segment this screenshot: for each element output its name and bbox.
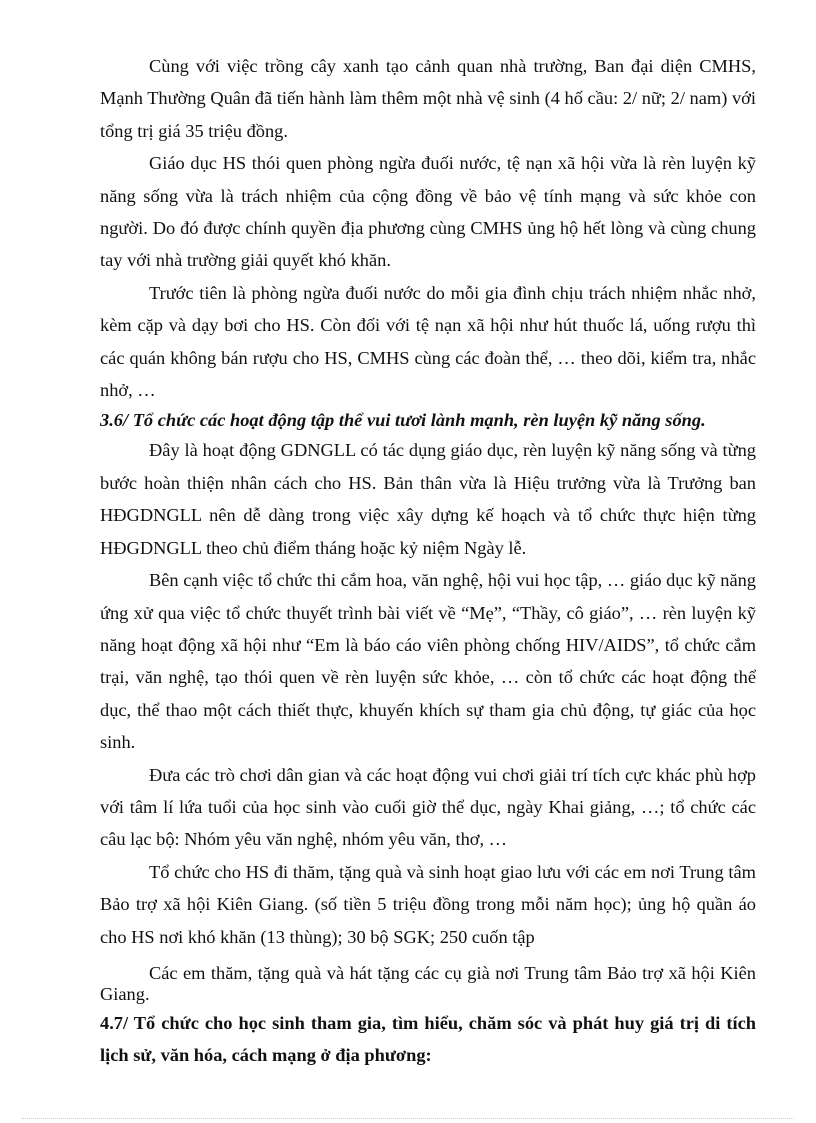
- paragraph-drowning-prevention: Giáo dục HS thói quen phòng ngừa đuối nước, tệ nạn xã hội vừa là rèn luyện kỹ năng sống vừa là trách nhiệm của cộng đồng về bảo vệ tính mạng và sức khỏe con người. Do đó được chính quyền địa phương cùng CMHS ủng hộ hết lòng và cùng chung tay với nhà trường giải quyết khó khăn.: [100, 153, 756, 271]
- section-4-7-heading: 4.7/ Tổ chức cho học sinh tham gia, tìm hiểu, chăm sóc và phát huy giá trị di tích lịch sử, văn hóa, cách mạng ở địa phương:: [100, 1012, 756, 1065]
- paragraph-skills-activities: Bên cạnh việc tổ chức thi cắm hoa, văn nghệ, hội vui học tập, … giáo dục kỹ năng ứng xử qua việc tổ chức thuyết trình bài viết về “Mẹ”, “Thầy, cô giáo”, … rèn luyện kỹ năng hoạt động xã hội như “Em là báo cáo viên phòng chống HIV/AIDS”, tổ chức cắm trại, văn nghệ, tạo thói quen về rèn luyện sức khỏe, … còn tổ chức các hoạt động thể dục, thể thao một cách thiết thực, khuyến khích sự tham gia chủ động, tự giác của học sinh.: [100, 570, 756, 753]
- document-page: [100, 50, 756, 1071]
- paragraph-toilet-construction: Cùng với việc trồng cây xanh tạo cảnh quan nhà trường, Ban đại diện CMHS, Mạnh Thường Quân đã tiến hành làm thêm một nhà vệ sinh (4 hố cầu: 2/ nữ; 2/ nam) với tổng trị giá 35 triệu đồng.: [100, 56, 756, 141]
- paragraph-social-center-visit: Tổ chức cho HS đi thăm, tặng quà và sinh hoạt giao lưu với các em nơi Trung tâm Bảo trợ xã hội Kiên Giang. (số tiền 5 triệu đồng trong mỗi năm học); ủng hộ quần áo cho HS nơi khó khăn (13 thùng); 30 bộ SGK; 250 cuốn tập: [100, 861, 756, 947]
- page-bottom-divider: [22, 1118, 794, 1119]
- paragraph-folk-games: Đưa các trò chơi dân gian và các hoạt động vui chơi giải trí tích cực khác phù hợp với tâm lí lứa tuổi của học sinh vào cuối giờ thể dục, ngày Khai giảng, …; tổ chức các câu lạc bộ: Nhóm yêu văn nghệ, nhóm yêu văn, thơ, …: [100, 764, 756, 850]
- paragraph-family-responsibility: Trước tiên là phòng ngừa đuối nước do mỗi gia đình chịu trách nhiệm nhắc nhở, kèm cặp và dạy bơi cho HS. Còn đối với tệ nạn xã hội như hút thuốc lá, uống rượu thì các quán không bán rượu cho HS, CMHS cùng các đoàn thể, … theo dõi, kiểm tra, nhắc nhở, …: [100, 282, 756, 401]
- paragraph-elderly-visit: Các em thăm, tặng quà và hát tặng các cụ già nơi Trung tâm Bảo trợ xã hội Kiên Giang.: [100, 962, 756, 1004]
- paragraph-gdngll-activities: Đây là hoạt động GDNGLL có tác dụng giáo dục, rèn luyện kỹ năng sống và từng bước hoàn thiện nhân cách cho HS. Bản thân vừa là Hiệu trưởng vừa là Trưởng ban HĐGDNGLL nên dễ dàng trong việc xây dựng kế hoạch và tổ chức thực hiện từng HĐGDNGLL theo chủ điểm tháng hoặc kỷ niệm Ngày lễ.: [100, 440, 756, 558]
- section-3-6-heading: 3.6/ Tổ chức các hoạt động tập thể vui tươi lành mạnh, rèn luyện kỹ năng sống.: [100, 410, 706, 431]
